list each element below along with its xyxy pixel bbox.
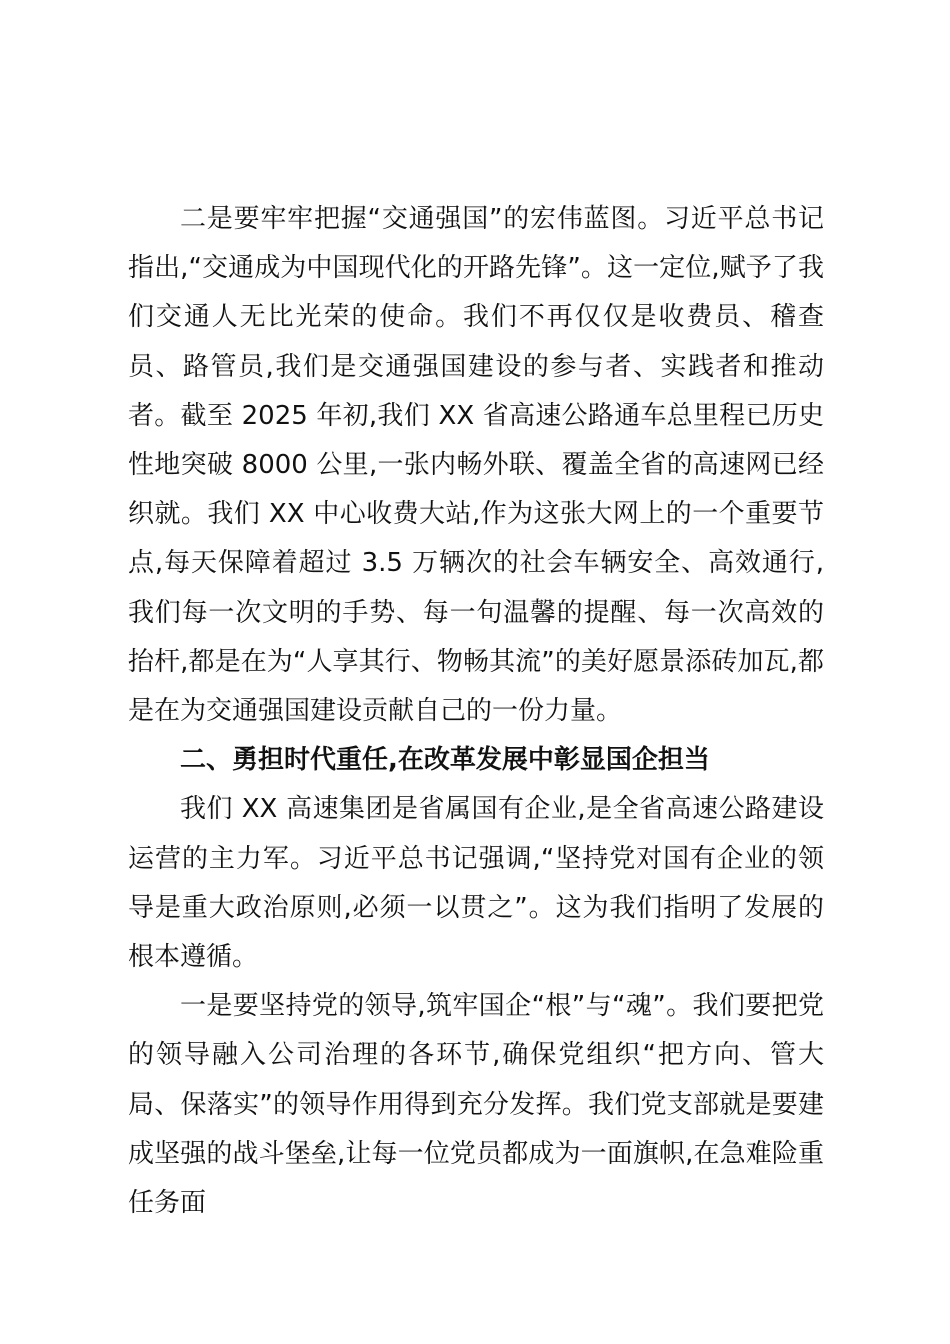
document-body	[128, 195, 824, 1228]
paragraph-soe-intro: 我们 XX 高速集团是省属国有企业,是全省高速公路建设运营的主力军。习近平总书记强调,“坚持党对国有企业的领导是重大政治原则,必须一以贯之”。这为我们指明了发展的根本遵循。	[128, 794, 824, 973]
section-heading-2: 二、勇担时代重任,在改革发展中彰显国企担当	[180, 745, 710, 776]
paragraph-party-leadership: 一是要坚持党的领导,筑牢国企“根”与“魂”。我们要把党的领导融入公司治理的各环节,确保党组织“把方向、管大局、保落实”的领导作用得到充分发挥。我们党支部就是要建成坚强的战斗堡垒,让每一位党员都成为一面旗帜,在急难险重任务面	[128, 991, 824, 1219]
paragraph-transport-power: 二是要牢牢把握“交通强国”的宏伟蓝图。习近平总书记指出,“交通成为中国现代化的开路先锋”。这一定位,赋予了我们交通人无比光荣的使命。我们不再仅仅是收费员、稽查员、路管员,我们是交通强国建设的参与者、实践者和推动者。截至 2025 年初,我们 XX 省高速公路通车总里程已历史性地突破 8000 公里,一张内畅外联、覆盖全省的高速网已经织就。我们 XX 中心收费大站,作为这张大网上的一个重要节点,每天保障着超过 3.5 万辆次的社会车辆安全、高效通行,我们每一次文明的手势、每一句温馨的提醒、每一次高效的抬杆,都是在为“人享其行、物畅其流”的美好愿景添砖加瓦,都是在为交通强国建设贡献自己的一份力量。	[128, 204, 824, 727]
